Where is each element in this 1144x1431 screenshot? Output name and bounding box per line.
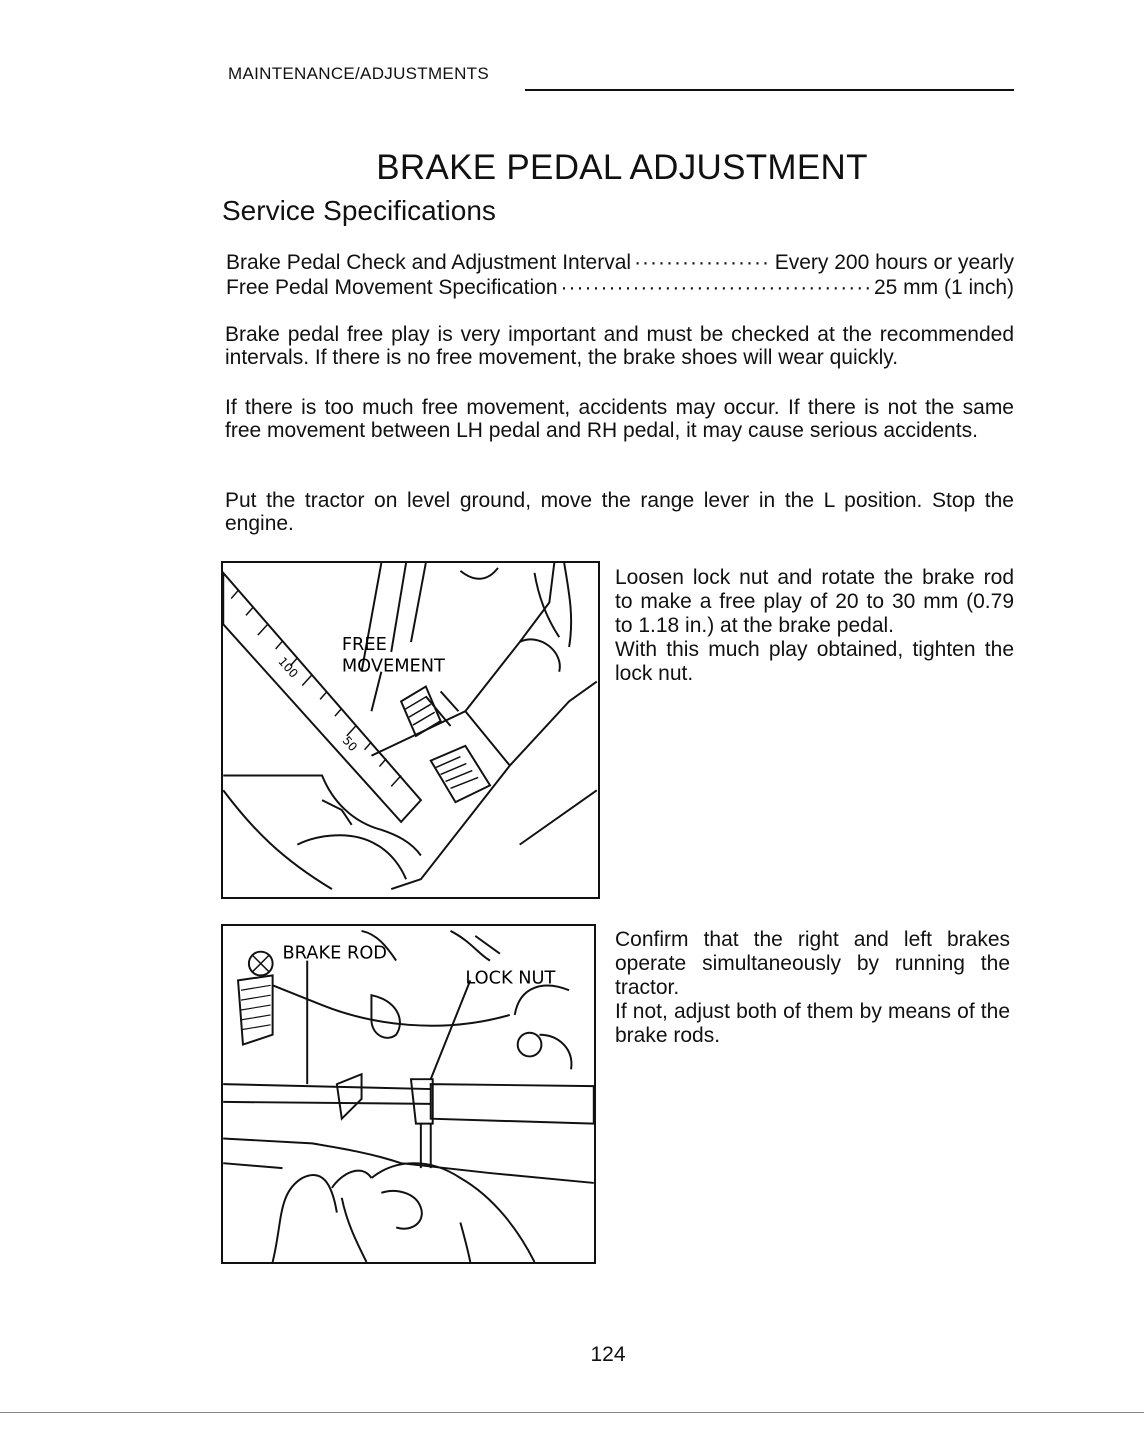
- spec-label: Brake Pedal Check and Adjustment Interval: [226, 251, 632, 274]
- figure2-label-lock-nut: LOCK NUT: [465, 967, 556, 989]
- step2-text-2: If not, adjust both of them by means of the brake rods.: [615, 1000, 1010, 1047]
- free-movement-illustration: [223, 563, 598, 897]
- intro-text-3: Put the tractor on level ground, move the range lever in the L position. Stop the engine.: [225, 489, 1014, 535]
- step2-instructions: [615, 928, 1010, 1048]
- spec-value: Every 200 hours or yearly: [774, 251, 1014, 274]
- step1-instructions: [615, 566, 1014, 686]
- ruler-label-50: 50: [339, 733, 361, 755]
- figure-brake-rod: [221, 924, 596, 1264]
- figure1-label-movement: MOVEMENT: [341, 655, 445, 677]
- intro-paragraph-3: [225, 489, 1014, 535]
- page-number: 124: [590, 1343, 626, 1366]
- intro-paragraph-2: [225, 396, 1014, 442]
- intro-text-1: Brake pedal free play is very important and must be checked at the recommended intervals. If there is no free movement, the brake shoes will wear quickly.: [225, 323, 1014, 369]
- leader-dots: [561, 275, 871, 300]
- step1-text-2: With this much play obtained, tighten the lock nut.: [615, 638, 1014, 685]
- spec-row-interval: [226, 250, 1014, 275]
- figure2-label-brake-rod: BRAKE ROD: [282, 942, 387, 964]
- ruler-label-100: 100: [275, 654, 301, 681]
- figure1-label-free: FREE: [341, 633, 387, 655]
- intro-text-2: If there is too much free movement, accidents may occur. If there is not the same free movement between LH pedal and RH pedal, it may cause serious accidents.: [225, 396, 1014, 442]
- page-title: BRAKE PEDAL ADJUSTMENT: [376, 148, 868, 187]
- intro-paragraph-1: [225, 323, 1014, 369]
- brake-rod-illustration: [223, 926, 594, 1262]
- step1-text-1: Loosen lock nut and rotate the brake rod to make a free play of 20 to 30 mm (0.79 to 1.18 in.) at the brake pedal.: [615, 566, 1014, 637]
- section-subtitle: Service Specifications: [222, 195, 496, 226]
- leader-dots: [634, 250, 772, 275]
- step2-text-1: Confirm that the right and left brakes operate simultaneously by running the tractor.: [615, 928, 1010, 999]
- spec-row-free-movement: [226, 275, 1014, 300]
- header-rule: [525, 89, 1014, 91]
- bottom-rule: [0, 1412, 1144, 1413]
- spec-label: Free Pedal Movement Specification: [226, 276, 558, 299]
- spec-value: 25 mm (1 inch): [873, 276, 1014, 299]
- figure-free-movement: [221, 561, 600, 899]
- running-head: MAINTENANCE/ADJUSTMENTS: [228, 64, 489, 83]
